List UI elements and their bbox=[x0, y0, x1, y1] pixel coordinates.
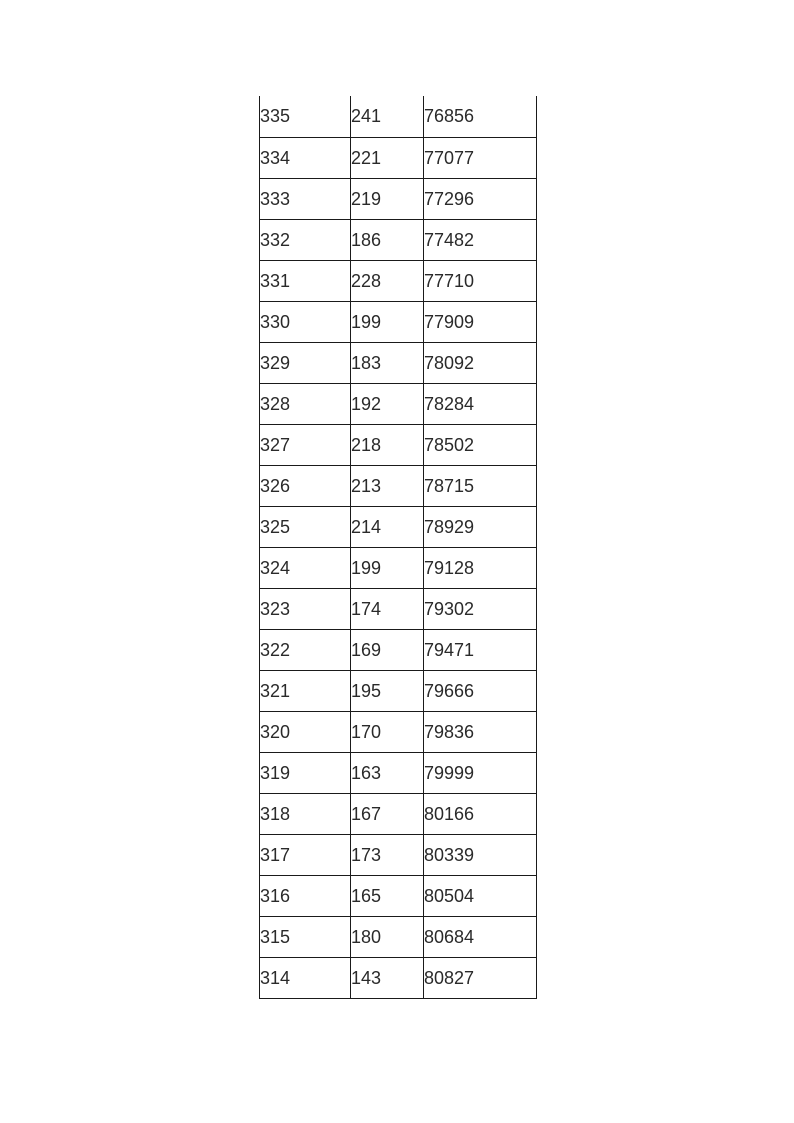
count-cell: 163 bbox=[351, 752, 424, 793]
cumulative-cell: 80166 bbox=[424, 793, 537, 834]
count-cell: 192 bbox=[351, 383, 424, 424]
cumulative-cell: 76856 bbox=[424, 96, 537, 137]
cumulative-cell: 79666 bbox=[424, 670, 537, 711]
score-cell: 321 bbox=[260, 670, 351, 711]
count-cell: 169 bbox=[351, 629, 424, 670]
cumulative-cell: 79302 bbox=[424, 588, 537, 629]
count-cell: 199 bbox=[351, 547, 424, 588]
table-row bbox=[260, 506, 537, 547]
count-cell: 173 bbox=[351, 834, 424, 875]
table-row bbox=[260, 711, 537, 752]
score-cell: 325 bbox=[260, 506, 351, 547]
cumulative-cell: 78502 bbox=[424, 424, 537, 465]
score-cell: 319 bbox=[260, 752, 351, 793]
score-cell: 315 bbox=[260, 916, 351, 957]
cumulative-cell: 78715 bbox=[424, 465, 537, 506]
score-cell: 334 bbox=[260, 137, 351, 178]
score-cell: 318 bbox=[260, 793, 351, 834]
score-cell: 317 bbox=[260, 834, 351, 875]
table-row bbox=[260, 424, 537, 465]
score-cell: 329 bbox=[260, 342, 351, 383]
cumulative-cell: 77296 bbox=[424, 178, 537, 219]
cumulative-cell: 80827 bbox=[424, 957, 537, 998]
score-cell: 331 bbox=[260, 260, 351, 301]
table-row bbox=[260, 875, 537, 916]
count-cell: 214 bbox=[351, 506, 424, 547]
table-row bbox=[260, 96, 537, 137]
cumulative-cell: 80504 bbox=[424, 875, 537, 916]
count-cell: 170 bbox=[351, 711, 424, 752]
score-cell: 333 bbox=[260, 178, 351, 219]
count-cell: 165 bbox=[351, 875, 424, 916]
count-cell: 143 bbox=[351, 957, 424, 998]
table-row bbox=[260, 916, 537, 957]
count-cell: 219 bbox=[351, 178, 424, 219]
score-cell: 327 bbox=[260, 424, 351, 465]
table-row bbox=[260, 793, 537, 834]
count-cell: 221 bbox=[351, 137, 424, 178]
table-row bbox=[260, 301, 537, 342]
count-cell: 213 bbox=[351, 465, 424, 506]
cumulative-cell: 78284 bbox=[424, 383, 537, 424]
score-cell: 330 bbox=[260, 301, 351, 342]
table-row bbox=[260, 834, 537, 875]
cumulative-cell: 79128 bbox=[424, 547, 537, 588]
count-cell: 186 bbox=[351, 219, 424, 260]
table-row bbox=[260, 957, 537, 998]
cumulative-cell: 77482 bbox=[424, 219, 537, 260]
count-cell: 174 bbox=[351, 588, 424, 629]
cumulative-cell: 78092 bbox=[424, 342, 537, 383]
table-row bbox=[260, 670, 537, 711]
score-table-body bbox=[260, 96, 537, 998]
score-cell: 322 bbox=[260, 629, 351, 670]
count-cell: 167 bbox=[351, 793, 424, 834]
count-cell: 199 bbox=[351, 301, 424, 342]
table-row bbox=[260, 588, 537, 629]
table-row bbox=[260, 137, 537, 178]
score-cell: 323 bbox=[260, 588, 351, 629]
score-cell: 316 bbox=[260, 875, 351, 916]
cumulative-cell: 77077 bbox=[424, 137, 537, 178]
count-cell: 183 bbox=[351, 342, 424, 383]
table-row bbox=[260, 178, 537, 219]
count-cell: 195 bbox=[351, 670, 424, 711]
table-row bbox=[260, 629, 537, 670]
score-cell: 320 bbox=[260, 711, 351, 752]
table-row bbox=[260, 465, 537, 506]
score-cell: 335 bbox=[260, 96, 351, 137]
table-row bbox=[260, 219, 537, 260]
score-cell: 332 bbox=[260, 219, 351, 260]
score-cell: 324 bbox=[260, 547, 351, 588]
cumulative-cell: 80684 bbox=[424, 916, 537, 957]
cumulative-cell: 79836 bbox=[424, 711, 537, 752]
cumulative-cell: 78929 bbox=[424, 506, 537, 547]
score-cell: 314 bbox=[260, 957, 351, 998]
cumulative-cell: 79999 bbox=[424, 752, 537, 793]
cumulative-cell: 77710 bbox=[424, 260, 537, 301]
count-cell: 180 bbox=[351, 916, 424, 957]
cumulative-cell: 79471 bbox=[424, 629, 537, 670]
table-row bbox=[260, 547, 537, 588]
table-row bbox=[260, 383, 537, 424]
count-cell: 228 bbox=[351, 260, 424, 301]
table-row bbox=[260, 752, 537, 793]
cumulative-cell: 80339 bbox=[424, 834, 537, 875]
score-cell: 328 bbox=[260, 383, 351, 424]
score-cell: 326 bbox=[260, 465, 351, 506]
score-table bbox=[259, 96, 537, 999]
table-row bbox=[260, 342, 537, 383]
count-cell: 241 bbox=[351, 96, 424, 137]
count-cell: 218 bbox=[351, 424, 424, 465]
table-row bbox=[260, 260, 537, 301]
cumulative-cell: 77909 bbox=[424, 301, 537, 342]
